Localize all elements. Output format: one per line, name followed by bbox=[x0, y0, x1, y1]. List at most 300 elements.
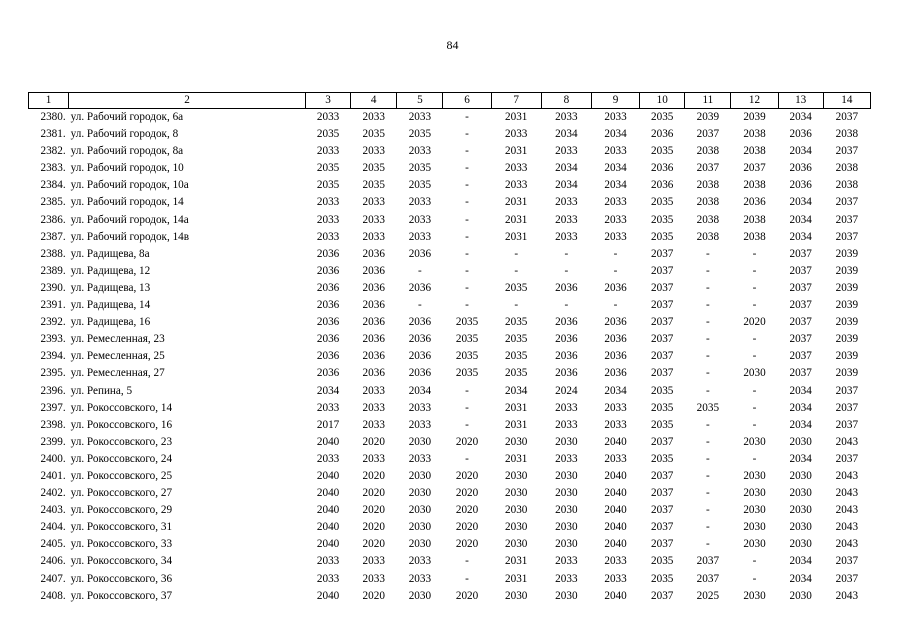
year-cell: 2030 bbox=[505, 487, 528, 500]
year-cell: 2020 bbox=[455, 435, 479, 448]
column-header: 9 bbox=[591, 93, 639, 109]
row-number-cell: 2383. bbox=[40, 162, 66, 175]
year-cell: 2020 bbox=[455, 504, 479, 517]
year-cell: 2031 bbox=[505, 401, 528, 414]
year-cell: 2034 bbox=[789, 452, 812, 465]
year-cell: 2030 bbox=[555, 487, 578, 500]
year-cell: - bbox=[465, 179, 469, 192]
year-cell: - bbox=[465, 555, 469, 568]
year-cell: - bbox=[514, 264, 519, 277]
year-cell: 2035 bbox=[651, 452, 674, 465]
year-cell: - bbox=[705, 350, 710, 363]
year-cell: 2037 bbox=[651, 538, 674, 551]
year-cell: 2033 bbox=[604, 555, 627, 568]
year-cell: 2036 bbox=[604, 350, 627, 363]
year-cell: 2033 bbox=[362, 452, 385, 465]
year-cell: 2033 bbox=[408, 555, 432, 568]
year-cell: 2034 bbox=[789, 401, 812, 414]
year-cell: 2033 bbox=[408, 418, 432, 431]
year-cell: 2033 bbox=[604, 401, 627, 414]
year-cell: 2040 bbox=[316, 487, 340, 500]
year-cell: 2034 bbox=[408, 384, 432, 397]
address-cell: ул. Рокоссовского, 37 bbox=[70, 589, 173, 602]
year-cell: - bbox=[705, 452, 710, 465]
year-cell: 2020 bbox=[362, 521, 385, 534]
year-cell: 2036 bbox=[316, 264, 340, 277]
year-cell: 2040 bbox=[604, 435, 627, 448]
address-cell: ул. Репина, 5 bbox=[70, 384, 133, 397]
table-row bbox=[29, 143, 871, 160]
year-cell: - bbox=[705, 299, 710, 312]
year-cell: 2033 bbox=[362, 213, 385, 226]
year-cell: 2030 bbox=[789, 487, 812, 500]
year-cell: 2037 bbox=[651, 469, 674, 482]
year-cell: 2033 bbox=[316, 230, 340, 243]
year-cell: 2039 bbox=[835, 316, 859, 329]
year-cell: - bbox=[465, 299, 469, 312]
year-cell: - bbox=[705, 367, 710, 380]
year-cell: 2038 bbox=[696, 145, 720, 158]
address-cell: ул. Рабочий городок, 10 bbox=[70, 162, 184, 175]
table-row bbox=[29, 434, 871, 451]
table-row bbox=[29, 246, 871, 263]
year-cell: 2025 bbox=[696, 589, 720, 602]
year-cell: 2039 bbox=[835, 281, 859, 294]
year-cell: - bbox=[418, 299, 422, 312]
year-cell: 2035 bbox=[505, 281, 528, 294]
year-cell: 2038 bbox=[696, 196, 720, 209]
year-cell: 2034 bbox=[604, 162, 627, 175]
year-cell: 2033 bbox=[362, 145, 385, 158]
year-cell: 2040 bbox=[604, 469, 627, 482]
year-cell: 2020 bbox=[455, 589, 479, 602]
table-row bbox=[29, 519, 871, 536]
year-cell: 2033 bbox=[362, 401, 385, 414]
year-cell: 2033 bbox=[408, 401, 432, 414]
year-cell: 2031 bbox=[505, 418, 528, 431]
year-cell: 2037 bbox=[835, 230, 859, 243]
year-cell: - bbox=[705, 504, 710, 517]
address-cell: ул. Рабочий городок, 8 bbox=[70, 128, 179, 141]
year-cell: 2037 bbox=[696, 162, 720, 175]
year-cell: - bbox=[752, 401, 757, 414]
table-row bbox=[29, 588, 871, 605]
address-cell: ул. Ремесленная, 23 bbox=[70, 333, 165, 346]
year-cell: 2038 bbox=[835, 162, 859, 175]
year-cell: 2033 bbox=[362, 555, 385, 568]
year-cell: 2037 bbox=[789, 333, 812, 346]
address-cell: ул. Радищева, 14 bbox=[70, 299, 151, 312]
address-cell: ул. Рокоссовского, 29 bbox=[70, 504, 173, 517]
row-number-cell: 2390. bbox=[40, 281, 66, 294]
address-cell: ул. Рокоссовского, 24 bbox=[70, 452, 173, 465]
year-cell: 2030 bbox=[408, 538, 432, 551]
year-cell: 2017 bbox=[316, 418, 340, 431]
table-row bbox=[29, 451, 871, 468]
year-cell: 2033 bbox=[604, 213, 627, 226]
year-cell: 2033 bbox=[505, 162, 528, 175]
year-cell: 2038 bbox=[743, 179, 766, 192]
year-cell: 2035 bbox=[362, 128, 385, 141]
year-cell: 2040 bbox=[316, 589, 340, 602]
year-cell: 2033 bbox=[555, 145, 578, 158]
year-cell: 2035 bbox=[362, 162, 385, 175]
year-cell: 2035 bbox=[651, 418, 674, 431]
year-cell: 2040 bbox=[316, 469, 340, 482]
year-cell: 2033 bbox=[604, 111, 627, 123]
year-cell: 2036 bbox=[604, 333, 627, 346]
year-cell: 2040 bbox=[604, 487, 627, 500]
year-cell: 2037 bbox=[789, 367, 812, 380]
row-number-cell: 2399. bbox=[40, 435, 66, 448]
year-cell: - bbox=[613, 247, 618, 260]
year-cell: 2037 bbox=[651, 589, 674, 602]
table-row bbox=[29, 468, 871, 485]
year-cell: 2035 bbox=[651, 111, 674, 123]
column-header: 13 bbox=[778, 93, 823, 109]
year-cell: - bbox=[752, 555, 757, 568]
year-cell: 2036 bbox=[362, 333, 385, 346]
row-number-cell: 2401. bbox=[40, 469, 66, 482]
year-cell: 2033 bbox=[362, 418, 385, 431]
table-row bbox=[29, 348, 871, 365]
table-row bbox=[29, 160, 871, 177]
year-cell: 2030 bbox=[505, 504, 528, 517]
year-cell: 2030 bbox=[743, 469, 766, 482]
year-cell: 2036 bbox=[362, 350, 385, 363]
year-cell: 2030 bbox=[408, 521, 432, 534]
year-cell: 2038 bbox=[696, 230, 720, 243]
year-cell: 2033 bbox=[555, 230, 578, 243]
table-row bbox=[29, 331, 871, 348]
row-number-cell: 2397. bbox=[40, 401, 66, 414]
year-cell: 2035 bbox=[455, 316, 479, 329]
year-cell: - bbox=[465, 452, 469, 465]
year-cell: 2037 bbox=[789, 247, 812, 260]
year-cell: 2040 bbox=[316, 538, 340, 551]
year-cell: 2031 bbox=[505, 213, 528, 226]
year-cell: 2033 bbox=[316, 401, 340, 414]
address-cell: ул. Рокоссовского, 33 bbox=[70, 538, 173, 551]
table-row bbox=[29, 314, 871, 331]
year-cell: 2030 bbox=[555, 435, 578, 448]
row-number-cell: 2394. bbox=[40, 350, 66, 363]
year-cell: 2034 bbox=[789, 230, 812, 243]
year-cell: 2037 bbox=[789, 264, 812, 277]
table-row bbox=[29, 297, 871, 314]
year-cell: 2030 bbox=[743, 367, 766, 380]
address-cell: ул. Радищева, 13 bbox=[70, 281, 151, 294]
year-cell: 2035 bbox=[316, 162, 340, 175]
year-cell: 2034 bbox=[555, 128, 578, 141]
year-cell: - bbox=[705, 469, 710, 482]
year-cell: 2036 bbox=[555, 350, 578, 363]
year-cell: 2030 bbox=[743, 435, 766, 448]
year-cell: 2033 bbox=[316, 196, 340, 209]
year-cell: 2020 bbox=[362, 589, 385, 602]
table-row bbox=[29, 536, 871, 553]
year-cell: - bbox=[465, 111, 469, 123]
year-cell: - bbox=[465, 128, 469, 141]
year-cell: 2036 bbox=[408, 316, 432, 329]
year-cell: 2020 bbox=[362, 469, 385, 482]
year-cell: - bbox=[613, 299, 618, 312]
year-cell: 2034 bbox=[555, 162, 578, 175]
year-cell: 2036 bbox=[362, 299, 385, 312]
year-cell: 2033 bbox=[408, 230, 432, 243]
year-cell: 2036 bbox=[362, 264, 385, 277]
year-cell: - bbox=[705, 435, 710, 448]
year-cell: 2039 bbox=[835, 333, 859, 346]
year-cell: 2036 bbox=[362, 247, 385, 260]
row-number-cell: 2385. bbox=[40, 196, 66, 209]
year-cell: 2036 bbox=[651, 128, 674, 141]
year-cell: 2034 bbox=[789, 572, 812, 585]
year-cell: 2030 bbox=[789, 435, 812, 448]
year-cell: 2034 bbox=[604, 128, 627, 141]
year-cell: 2033 bbox=[316, 145, 340, 158]
year-cell: 2030 bbox=[743, 487, 766, 500]
year-cell: - bbox=[514, 299, 519, 312]
row-number-cell: 2404. bbox=[40, 521, 66, 534]
year-cell: 2037 bbox=[696, 555, 720, 568]
year-cell: - bbox=[752, 264, 757, 277]
year-cell: 2035 bbox=[651, 384, 674, 397]
row-number-cell: 2403. bbox=[40, 504, 66, 517]
year-cell: 2040 bbox=[316, 435, 340, 448]
year-cell: 2037 bbox=[835, 196, 859, 209]
year-cell: 2036 bbox=[604, 316, 627, 329]
year-cell: 2036 bbox=[316, 316, 340, 329]
year-cell: - bbox=[752, 350, 757, 363]
year-cell: 2033 bbox=[362, 196, 385, 209]
address-cell: ул. Рабочий городок, 14 bbox=[70, 196, 184, 209]
year-cell: - bbox=[564, 264, 569, 277]
row-number-cell: 2408. bbox=[40, 589, 66, 602]
address-cell: ул. Радищева, 8а bbox=[70, 247, 150, 260]
row-number-cell: 2396. bbox=[40, 384, 66, 397]
row-number-cell: 2386. bbox=[40, 213, 66, 226]
row-number-cell: 2387. bbox=[40, 230, 66, 243]
address-cell: ул. Ремесленная, 27 bbox=[70, 367, 165, 380]
year-cell: 2035 bbox=[455, 367, 479, 380]
data-table bbox=[28, 92, 871, 605]
year-cell: 2036 bbox=[789, 162, 812, 175]
year-cell: 2036 bbox=[408, 247, 432, 260]
address-cell: ул. Рокоссовского, 25 bbox=[70, 469, 173, 482]
year-cell: 2033 bbox=[505, 128, 528, 141]
table-row bbox=[29, 177, 871, 194]
row-number-cell: 2393. bbox=[40, 333, 66, 346]
table-row bbox=[29, 212, 871, 229]
year-cell: 2036 bbox=[555, 316, 578, 329]
year-cell: 2033 bbox=[408, 213, 432, 226]
year-cell: 2033 bbox=[362, 230, 385, 243]
year-cell: 2033 bbox=[604, 145, 627, 158]
row-number-cell: 2389. bbox=[40, 264, 66, 277]
year-cell: 2020 bbox=[362, 487, 385, 500]
year-cell: 2030 bbox=[789, 469, 812, 482]
column-header: 7 bbox=[491, 93, 541, 109]
row-number-cell: 2395. bbox=[40, 367, 66, 380]
address-cell: ул. Рокоссовского, 36 bbox=[70, 572, 173, 585]
year-cell: 2040 bbox=[316, 521, 340, 534]
year-cell: 2020 bbox=[455, 487, 479, 500]
year-cell: 2035 bbox=[651, 213, 674, 226]
address-cell: ул. Рокоссовского, 34 bbox=[70, 555, 173, 568]
year-cell: - bbox=[752, 281, 757, 294]
year-cell: - bbox=[705, 333, 710, 346]
year-cell: 2036 bbox=[555, 333, 578, 346]
column-header: 8 bbox=[541, 93, 591, 109]
row-number-cell: 2381. bbox=[40, 128, 66, 141]
year-cell: 2030 bbox=[743, 538, 766, 551]
year-cell: 2036 bbox=[362, 281, 385, 294]
year-cell: 2033 bbox=[604, 452, 627, 465]
year-cell: - bbox=[465, 196, 469, 209]
year-cell: 2036 bbox=[316, 333, 340, 346]
year-cell: 2033 bbox=[362, 572, 385, 585]
year-cell: 2037 bbox=[651, 435, 674, 448]
year-cell: 2033 bbox=[408, 145, 432, 158]
year-cell: 2034 bbox=[789, 384, 812, 397]
year-cell: 2037 bbox=[835, 384, 859, 397]
year-cell: - bbox=[705, 487, 710, 500]
year-cell: - bbox=[752, 247, 757, 260]
year-cell: 2030 bbox=[555, 538, 578, 551]
year-cell: - bbox=[465, 145, 469, 158]
year-cell: - bbox=[465, 162, 469, 175]
page-number: 84 bbox=[446, 38, 459, 52]
year-cell: 2020 bbox=[455, 538, 479, 551]
year-cell: 2033 bbox=[408, 111, 432, 123]
column-header: 11 bbox=[685, 93, 731, 109]
year-cell: 2038 bbox=[743, 128, 766, 141]
year-cell: 2020 bbox=[362, 538, 385, 551]
year-cell: 2037 bbox=[696, 572, 720, 585]
year-cell: 2037 bbox=[835, 145, 859, 158]
year-cell: 2035 bbox=[651, 572, 674, 585]
year-cell: 2033 bbox=[555, 572, 578, 585]
year-cell: 2033 bbox=[316, 452, 340, 465]
year-cell: 2035 bbox=[455, 350, 479, 363]
row-number-cell: 2400. bbox=[40, 452, 66, 465]
year-cell: 2033 bbox=[505, 179, 528, 192]
address-cell: ул. Рокоссовского, 14 bbox=[70, 401, 173, 414]
year-cell: 2037 bbox=[651, 504, 674, 517]
year-cell: 2020 bbox=[455, 521, 479, 534]
year-cell: 2034 bbox=[604, 179, 627, 192]
table-row bbox=[29, 194, 871, 211]
year-cell: 2037 bbox=[835, 555, 859, 568]
year-cell: - bbox=[564, 247, 569, 260]
year-cell: - bbox=[752, 572, 757, 585]
address-cell: ул. Рабочий городок, 6а bbox=[70, 111, 184, 123]
year-cell: 2034 bbox=[789, 555, 812, 568]
year-cell: 2034 bbox=[789, 111, 812, 123]
year-cell: 2036 bbox=[362, 316, 385, 329]
year-cell: 2030 bbox=[789, 589, 812, 602]
year-cell: 2043 bbox=[835, 538, 859, 551]
column-header: 1 bbox=[29, 93, 69, 109]
year-cell: 2036 bbox=[555, 367, 578, 380]
year-cell: 2036 bbox=[604, 281, 627, 294]
year-cell: - bbox=[465, 230, 469, 243]
table-row bbox=[29, 553, 871, 570]
year-cell: 2033 bbox=[362, 384, 385, 397]
year-cell: 2038 bbox=[743, 230, 766, 243]
year-cell: 2043 bbox=[835, 504, 859, 517]
year-cell: 2030 bbox=[555, 469, 578, 482]
year-cell: 2036 bbox=[362, 367, 385, 380]
year-cell: 2037 bbox=[835, 111, 859, 123]
address-cell: ул. Рабочий городок, 14а bbox=[70, 213, 189, 226]
address-cell: ул. Рокоссовского, 31 bbox=[70, 521, 173, 534]
year-cell: - bbox=[752, 418, 757, 431]
year-cell: 2031 bbox=[505, 452, 528, 465]
year-cell: 2030 bbox=[408, 504, 432, 517]
year-cell: 2031 bbox=[505, 572, 528, 585]
year-cell: 2033 bbox=[555, 418, 578, 431]
table-body bbox=[29, 109, 871, 605]
year-cell: - bbox=[465, 418, 469, 431]
year-cell: - bbox=[465, 264, 469, 277]
year-cell: 2035 bbox=[651, 555, 674, 568]
row-number-cell: 2380. bbox=[40, 111, 66, 123]
year-cell: - bbox=[705, 538, 710, 551]
year-cell: 2033 bbox=[604, 418, 627, 431]
year-cell: 2036 bbox=[316, 247, 340, 260]
year-cell: 2035 bbox=[316, 128, 340, 141]
address-cell: ул. Рабочий городок, 10а bbox=[70, 179, 189, 192]
year-cell: 2031 bbox=[505, 145, 528, 158]
year-cell: - bbox=[613, 264, 618, 277]
year-cell: 2043 bbox=[835, 487, 859, 500]
year-cell: 2030 bbox=[555, 589, 578, 602]
year-cell: 2034 bbox=[316, 384, 340, 397]
year-cell: - bbox=[465, 401, 469, 414]
year-cell: 2037 bbox=[651, 333, 674, 346]
year-cell: 2030 bbox=[743, 504, 766, 517]
year-cell: 2030 bbox=[789, 538, 812, 551]
year-cell: 2035 bbox=[408, 162, 432, 175]
year-cell: 2033 bbox=[316, 555, 340, 568]
year-cell: 2033 bbox=[555, 111, 578, 123]
year-cell: 2037 bbox=[651, 281, 674, 294]
header-row bbox=[29, 93, 871, 109]
year-cell: - bbox=[465, 384, 469, 397]
year-cell: 2031 bbox=[505, 196, 528, 209]
year-cell: 2036 bbox=[408, 350, 432, 363]
year-cell: 2036 bbox=[789, 128, 812, 141]
year-cell: 2034 bbox=[789, 145, 812, 158]
year-cell: 2037 bbox=[651, 350, 674, 363]
column-header: 10 bbox=[640, 93, 685, 109]
year-cell: 2033 bbox=[555, 401, 578, 414]
year-cell: 2039 bbox=[696, 111, 720, 123]
year-cell: 2039 bbox=[835, 350, 859, 363]
year-cell: 2020 bbox=[362, 435, 385, 448]
year-cell: 2035 bbox=[651, 196, 674, 209]
year-cell: 2040 bbox=[604, 538, 627, 551]
year-cell: 2035 bbox=[651, 145, 674, 158]
year-cell: 2033 bbox=[316, 572, 340, 585]
year-cell: 2036 bbox=[555, 281, 578, 294]
row-number-cell: 2402. bbox=[40, 487, 66, 500]
column-header: 3 bbox=[305, 93, 350, 109]
year-cell: 2030 bbox=[408, 589, 432, 602]
address-cell: ул. Радищева, 16 bbox=[70, 316, 151, 329]
